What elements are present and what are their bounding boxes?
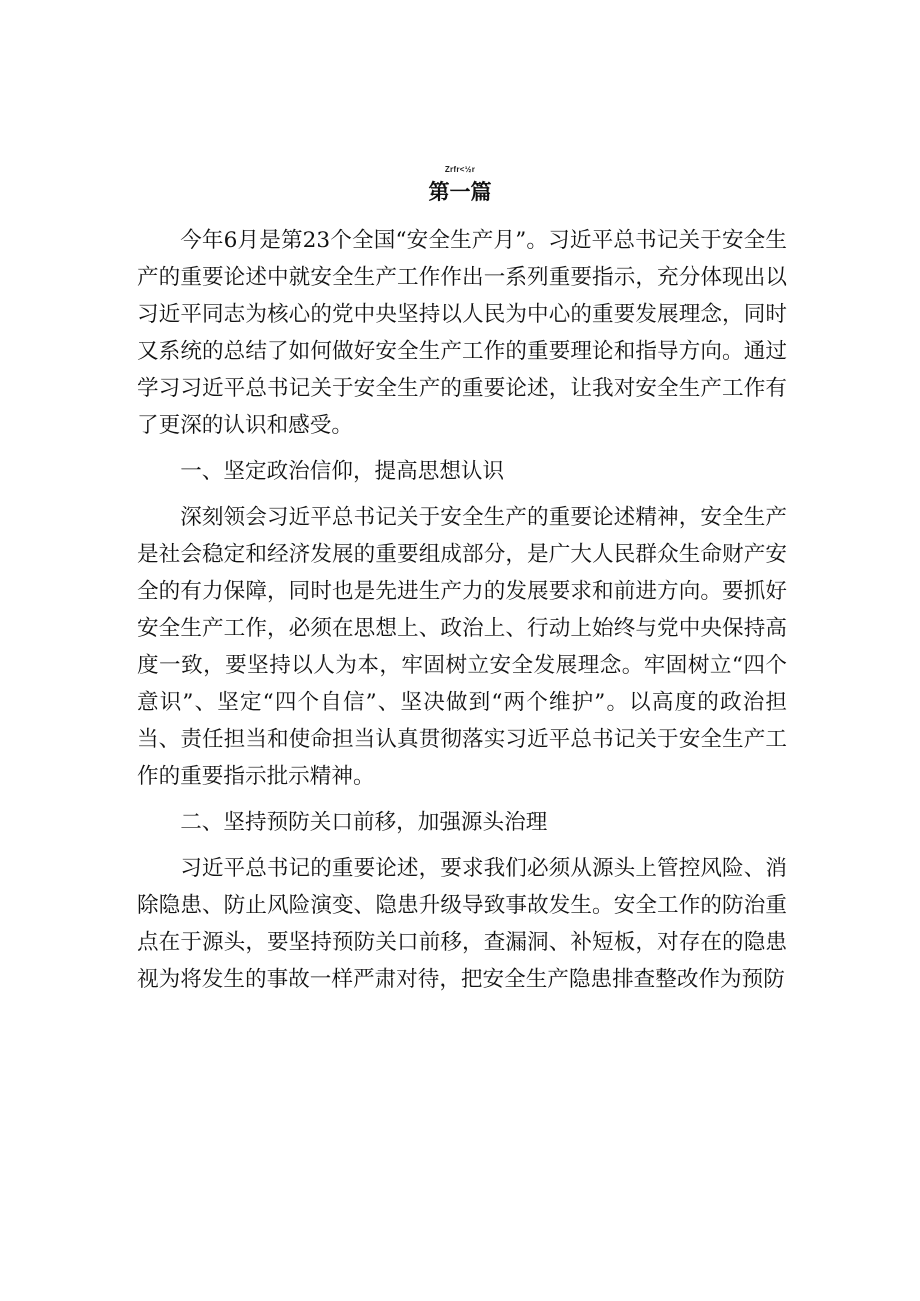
document-body <box>137 222 787 998</box>
header-mark: Zrfr<½r <box>444 165 476 174</box>
paragraph-intro: 今年6月是第23个全国“安全生产月”。习近平总书记关于安全生产的重要论述中就安全生产工作作出一系列重要指示，充分体现出以习近平同志为核心的党中央坚持以人民为中心的重要发展理念，同时又系统的总结了如何做好安全生产工作的重要理论和指导方向。通过学习习近平总书记关于安全生产的重要论述，让我对安全生产工作有了更深的认识和感受。 <box>137 228 787 438</box>
paragraph-section-1: 深刻领会习近平总书记关于安全生产的重要论述精神，安全生产是社会稳定和经济发展的重要组成部分，是广大人民群众生命财产安全的有力保障，同时也是先进生产力的发展要求和前进方向。要抓好安全生产工作，必须在思想上、政治上、行动上始终与党中央保持高度一致，要坚持以人为本，牢固树立安全发展理念。牢固树立“四个意识”、坚定“四个自信”、坚决做到“两个维护”。以高度的政治担当、责任担当和使命担当认真贯彻落实习近平总书记关于安全生产工作的重要指示批示精神。 <box>137 505 787 789</box>
document-title: 第一篇 <box>428 180 492 204</box>
paragraph-section-2: 习近平总书记的重要论述，要求我们必须从源头上管控风险、消除隐患、防止风险演变、隐患升级导致事故发生。安全工作的防治重点在于源头，要坚持预防关口前移，查漏洞、补短板，对存在的隐患视为将发生的事故一样严肃对待，把安全生产隐患排查整改作为预防 <box>137 856 787 992</box>
section-heading-1: 一、坚定政治信仰，提高思想认识 <box>180 459 505 484</box>
section-heading-2: 二、坚持预防关口前移，加强源头治理 <box>180 810 548 835</box>
